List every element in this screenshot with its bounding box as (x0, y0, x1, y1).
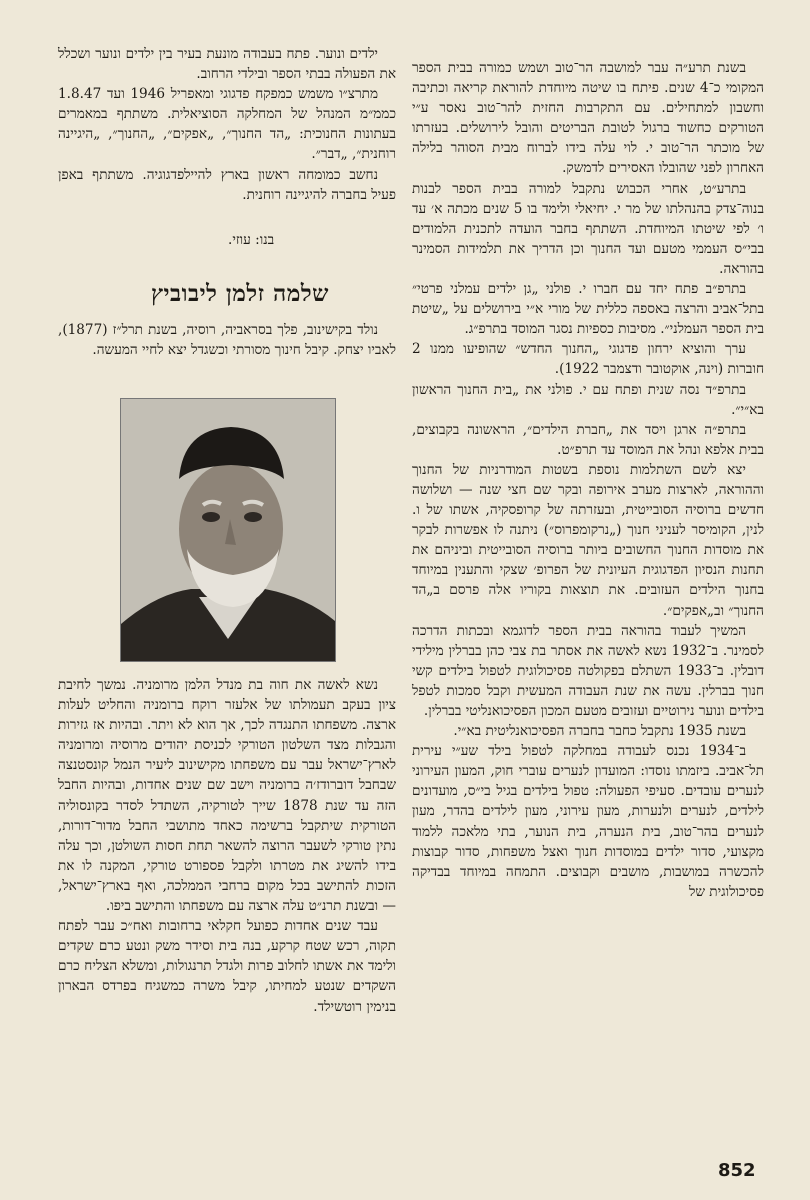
paragraph: המשיך לעבוד בהוראה בבית הספר לדוגמא ובכתות הדרכה לסמינר. ב־1932 נשא לאשה את אסתר בת צבי כהן בברלין מילידי דובלין. ב־1933 השתלם בפקולטה פסיכולוגית לטפול בילדים קשי חנוך בברלין. עשה את שנת העבודה המעשית וקבל סמכות לטפל בילדים ונוער נירוטיים ועזובים מטעם המכון הפסיכואנליטי בברלין. (412, 622, 764, 719)
left-column-bottom (58, 675, 396, 1017)
entry-lead: נולד בקישינוב, פלך בסראביה, רוסיה, בשנת תרל״ז (1877), לאביו יצחק. קיבל חינוך מסורתי וכשגדל יצא לחיי המעשה. (58, 322, 396, 359)
paragraph: ב־1934 נכנס לעבודה במחלקה לטפול בילד שע״י עירית תל־אביב. ביזמתו נוסדו: המועדון לנערים עוברי חוק, המעון העירוני לנערים עובדים. סעיפי הפעולה: טפול בילדים בגיל בי״ס, מועדונים לילדים, לנערים ולנערות, מעון עירוני, מעון לילדים בהדר, מעון לנערים בהר־טוב, בית הנערה, בית הנוער, בתי מלאכה ללמוד מקצועי, סדור ילדים במוסדות חנוך ואצל משפחות, סדור קבוצות להכשרה במושבות, מושבים וקבוצים. התמחה במיוחד בבדיקה פסיכולוגית של (412, 743, 764, 900)
author-signature: בנו: עוזי. (228, 232, 275, 248)
entry-title: שלמה זלמן ליבוביץ (151, 280, 329, 307)
left-column-top (58, 44, 396, 205)
paragraph: בתרפ״ה ארגן ויסד את „חברת הילדים״, הראשונה בקבוצים, בבית אלפא ונהל את המוסד עד תרפ״ט. (412, 421, 764, 458)
page-number: 852 (718, 1160, 756, 1181)
right-column (412, 58, 764, 902)
paragraph: מתרצ״ו משמש כמפקח פדגוגי ומאפריל 1946 ועד 1.8.47 כממ״מ המנהל של המחלקה הסוציאלית. משתתף במאמרים בעתונות החנוכית: „הד החנוך״, „אפקים״, „החנוך״, „היגיינה רוחנית״, „דבר״. (58, 86, 396, 163)
paragraph: נחשב כמומחה ראשון בארץ להיילפדגוגיה. משתתף באפן פעיל בחברה להיגיינה רוחנית. (58, 166, 396, 203)
paragraph: בשנת תרע״ה עבר למושבה הר־טוב ושמש כמורה בבית הספר המקומי כ־4 שנים. פיתח בו שיטה מיוחדת להוראת קריאה וכתיבה וחשבון למתחילים. עם התקרבות החזית להר־טוב נאסר ע״י הטורקים כחשוד ברגול לטובת הבריטים והובל לירושלים. בעזרתו של מוכתר הר־טוב י. לוי עלה בידו לברוח מבית הסוהר בלילה האחרון לפני שהובלו האסירים לדמשק. (412, 60, 764, 177)
paragraph: בתרע״ט, אחרי הכבוש נתקבל למורה בבית הספר לבנות בנוה־צדק בהנהלתו של מר י. יחיאלי ולימד בו 5 שנים מכתה א׳ עד ו׳ לפי שיטתו המיוחדת. השתתף בחבר הועדה לתכנית הלמודים בבי״ס העממי מטעם ועד החנוך וכן הדריך את תלמידות הסמינר בהוראה. (412, 180, 764, 277)
paragraph: ערך והוציא ירחון פדגוגי „החנוך החדש״ שהופיעו ממנו 2 חוברות (וינה, אוקטובר ודצמבר 1922). (412, 341, 764, 378)
portrait-photo (120, 398, 336, 662)
paragraph: בתרפ״ב פתח יחד עם חברו י. פולני „גן ילדים עמלני פרטי״ בתל־אביב והרצה באספה כללית של מורי א״י בירושלים על „שיטת בית הספר העמלני״. מסיבות כספיות נסגר המוסד בתרפ״ג. (412, 281, 764, 338)
paragraph: ילדים ונוער. פתח בעבודה מונעת בעיר בין ילדים ונוער ושכלל את הפעולה בבתי הספר ובילדי הרחוב. (58, 46, 396, 83)
paragraph: בתרפ״ד נסה שנית ופתח עם י. פולני את „בית החנוך הראשון בא״י״. (412, 381, 764, 418)
paragraph: בשנת 1935 נתקבל כחבר בחברה הפסיכואנליטית בא״י. (453, 723, 746, 740)
paragraph: יצא לשם השתלמות נוספת בשטות המודרניות של החנוך וההוראה, לארצות מערב אירופה ובקר שם חצי שנה — ושלושה חדשים ברוסיה הסובייטית, ובעזרתה של קרופסקיה, אשתו של ו. לנין, הקומיסר לעניני חנוך („נרקומפרוס״) ניתנה לו אפשרות לבקר את מוסדות החנוך החשובים ביותר ברוסיה הסובייטית וביניהם את תחנות הנסיון הפדגוגית העיונית של הפרופ׳ שצקי והתענין במיוחד בחנוך הילדים העזובים. את תוצאות בקוריו אלה פרסם ב„הד החנוך״ וב„אפקים״. (412, 461, 764, 619)
paragraph: עבד שנים אחדות כפועל חקלאי ברחובות ואח״כ עבר לפתח תקוה, רכש שטח קרקע, בנה בית וסידר משק ונטע כרם שקדים ולימד את אשתו לחלוב פרות ולגדל תרנגולות, ומשלא הצליח כרם השקדים שנטע למחיתו, קיבל משרה כמשגיח בפרדס הבארון בנימין רוטשילד. (58, 918, 396, 1015)
paragraph: נשא לאשה את חוה בת מנדל הלמן מרומניה. נמשך לחיבת ציון בעקב תעמולתו של אלעזר רוקח ברומניה והחליט לעלות ארצה. משפחתו התנגדה לכך, אך הוא לא ויתר. ובהיות אז גזירות והגבלות מצד השלטון הטורקי לכניסת יהודים מרוסיה ומרומניה לארץ־ישראל עבר עם משפחתו מקישינוב ליעיר הנמל קונסטנצה שבחבל דוברודז׳ה ברומניה וישב שם שנים אחדות, ובהיות החבל הזה עד שנת 1878 שייך לטורקיה, השתדל לסדר בקונסוליה הטורקית שיתקבל ברשימה כאחד מתושבי החבל מדור־דורות, נתין טורקי לשעבר הרוצה להשאר תחת חסות השולטן, וכך עלה בידו להשיג את מטרתו ולקבל פספורט טורקי, המקנה לו את הזכות להתישב בכל מקום ברחבי הממלכה, ואף בארץ־ישראל, — ובשנת תרנ״ט עלה ארצה עם משפחתו והתישב ביפו. (58, 677, 396, 915)
